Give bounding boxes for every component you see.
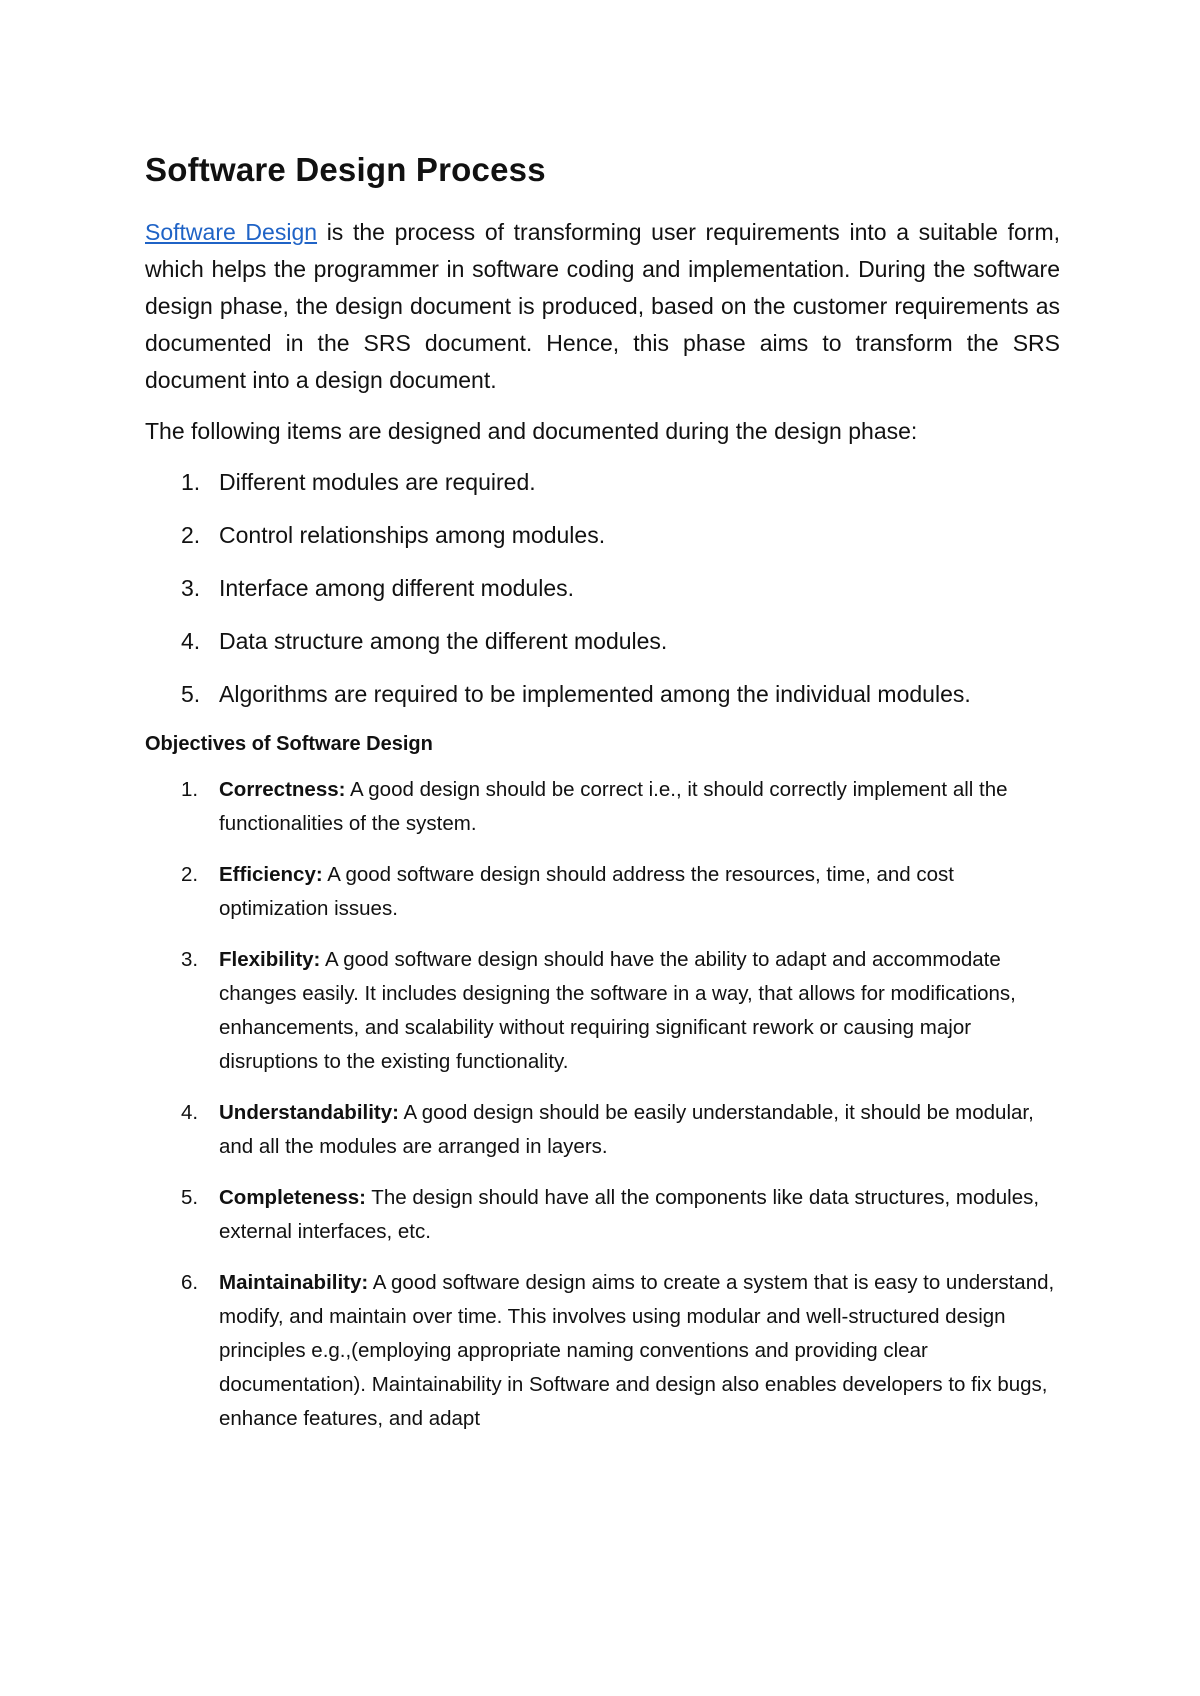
- objective-number: 1.: [181, 778, 199, 801]
- objective-text: A good design should be correct i.e., it should correctly implement all the functionalities of the system.: [219, 778, 1008, 835]
- list-item-text: Interface among different modules.: [219, 575, 575, 601]
- list-item-number: 3.: [181, 575, 201, 601]
- objective-item: [145, 1181, 1060, 1249]
- objective-term: Understandability:: [219, 1101, 399, 1124]
- list-item-text: Control relationships among modules.: [219, 522, 606, 548]
- list-item: [145, 676, 1060, 713]
- objective-term: Efficiency:: [219, 863, 323, 886]
- objective-number: 4.: [181, 1101, 199, 1124]
- objective-number: 2.: [181, 863, 199, 886]
- objective-text: A good software design aims to create a system that is easy to understand, modify, and maintain over time. This involves using modular and well-structured design principles e.g.,(employing appropriate naming conventions and providing clear documentation). Maintainability in Software and design also enables developers to fix bugs, enhance features, and adapt: [219, 1271, 1055, 1430]
- list-item-number: 2.: [181, 522, 201, 548]
- list-item-text: Different modules are required.: [219, 469, 536, 495]
- design-items-list: [145, 464, 1060, 713]
- objective-item: [145, 943, 1060, 1079]
- document-page: [145, 150, 1060, 1453]
- list-item-number: 5.: [181, 681, 201, 707]
- list-item-number: 1.: [181, 469, 201, 495]
- objective-term: Correctness:: [219, 778, 346, 801]
- objective-text: The design should have all the components like data structures, modules, external interfaces, etc.: [219, 1186, 1040, 1243]
- objective-item: [145, 773, 1060, 841]
- lead-paragraph: The following items are designed and documented during the design phase:: [145, 418, 918, 444]
- objective-term: Flexibility:: [219, 948, 321, 971]
- objective-item: [145, 858, 1060, 926]
- objective-term: Maintainability:: [219, 1271, 369, 1294]
- page-title: Software Design Process: [145, 151, 546, 188]
- objective-number: 5.: [181, 1186, 199, 1209]
- intro-text: is the process of transforming user requirements into a suitable form, which helps the programmer in software coding and implementation. During the software design phase, the design document is produced, based on the customer requirements as documented in the SRS document. Hence, this phase aims to transform the SRS document into a design document.: [145, 219, 1060, 393]
- list-item-text: Data structure among the different modules.: [219, 628, 668, 654]
- list-item: [145, 464, 1060, 501]
- list-item-text: Algorithms are required to be implemented among the individual modules.: [219, 681, 971, 707]
- objectives-list: [145, 773, 1060, 1436]
- software-design-link[interactable]: Software Design: [145, 219, 318, 245]
- objective-text: A good software design should have the ability to adapt and accommodate changes easily. It includes designing the software in a way, that allows for modifications, enhancements, and scalability without requiring significant rework or causing major disruptions to the existing functionality.: [219, 948, 1016, 1073]
- objective-text: A good software design should address the resources, time, and cost optimization issues.: [219, 863, 954, 920]
- list-item-number: 4.: [181, 628, 201, 654]
- objective-text: A good design should be easily understandable, it should be modular, and all the modules are arranged in layers.: [219, 1101, 1034, 1158]
- objective-number: 6.: [181, 1271, 199, 1294]
- list-item: [145, 623, 1060, 660]
- objective-number: 3.: [181, 948, 199, 971]
- intro-paragraph: [145, 214, 1060, 399]
- list-item: [145, 570, 1060, 607]
- objective-item: [145, 1096, 1060, 1164]
- objective-item: [145, 1266, 1060, 1436]
- objectives-heading: Objectives of Software Design: [145, 733, 433, 755]
- list-item: [145, 517, 1060, 554]
- objective-term: Completeness:: [219, 1186, 366, 1209]
